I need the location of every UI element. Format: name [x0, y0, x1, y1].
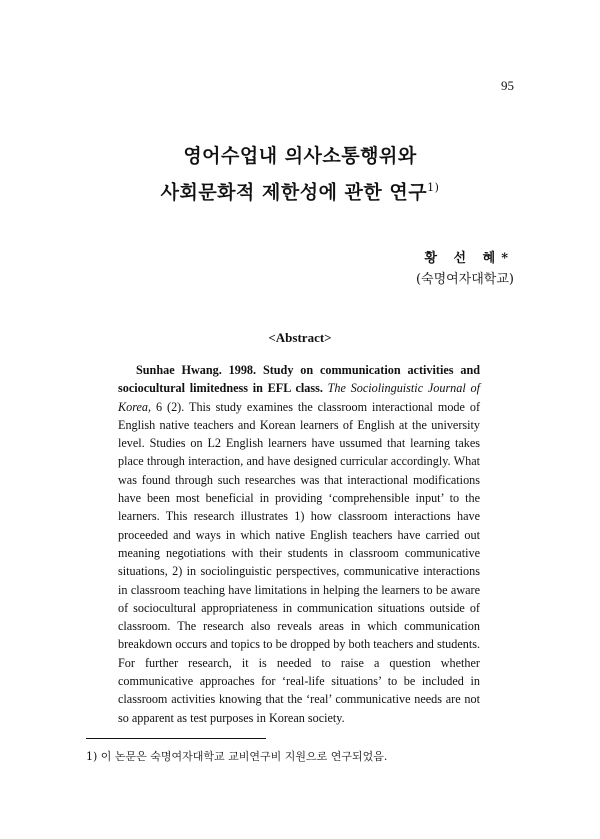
abstract-heading: <Abstract> [268, 330, 332, 345]
footnote: 1) 이 논문은 숙명여자대학교 교비연구비 지원으로 연구되었음. [86, 750, 388, 763]
author-affiliation: (숙명여자대학교) [415, 272, 514, 287]
title-line-2 [0, 172, 600, 208]
title-footnote-mark: 1) [427, 181, 440, 194]
citation-title: Study on communication activities and sociocultural limitedness in EFL class. [118, 363, 480, 396]
title-line-2-text: 사회문화적 제한성에 관한 연구 [160, 181, 428, 204]
title-line-1: 영어수업내 의사소통행위와 [183, 145, 417, 167]
abstract-body [118, 361, 480, 727]
journal-volume: 6 (2). [156, 399, 185, 414]
paper-title [0, 140, 600, 208]
author-name [424, 247, 514, 266]
citation-author: Sunhae Hwang. 1998. [136, 363, 257, 377]
abstract-text: This study examines the classroom interactional mode of English native teachers and Korean learners of English at the university level. Studies on L2 English learners have ussumed that learning takes place through interaction, and have designed curricular accordingly. What was found through such researches was that interactional modifications have been most beneficial in providing ‘comprehensible input’ to the learners. This research illustrates 1) how classroom interactions have proceeded and ways in which native English teachers have carried out meaning negotiations with their students in classroom communicative situations, 2) in sociolinguistic perspectives, communicative interactions in classroom teaching have limitations in helping the learners to be aware of sociocultural appropriateness in communication situations outside of classroom. The research also reveals areas in which communication breakdown occurs and topics to be dropped by both teachers and students. For further research, it is needed to raise a question whether communicative approaches for ‘real-life situations’ to be included in classroom activities knowing that the ‘real’ communicative needs are not so apparent as test purposes in Korean society. [118, 399, 481, 725]
footnote-divider [86, 738, 266, 739]
page-number: 95 [501, 78, 514, 93]
journal-name: The Sociolinguistic Journal of Korea, [118, 381, 480, 414]
author-name-text: 황 선 혜 [424, 251, 502, 266]
author-mark: * [501, 251, 514, 266]
